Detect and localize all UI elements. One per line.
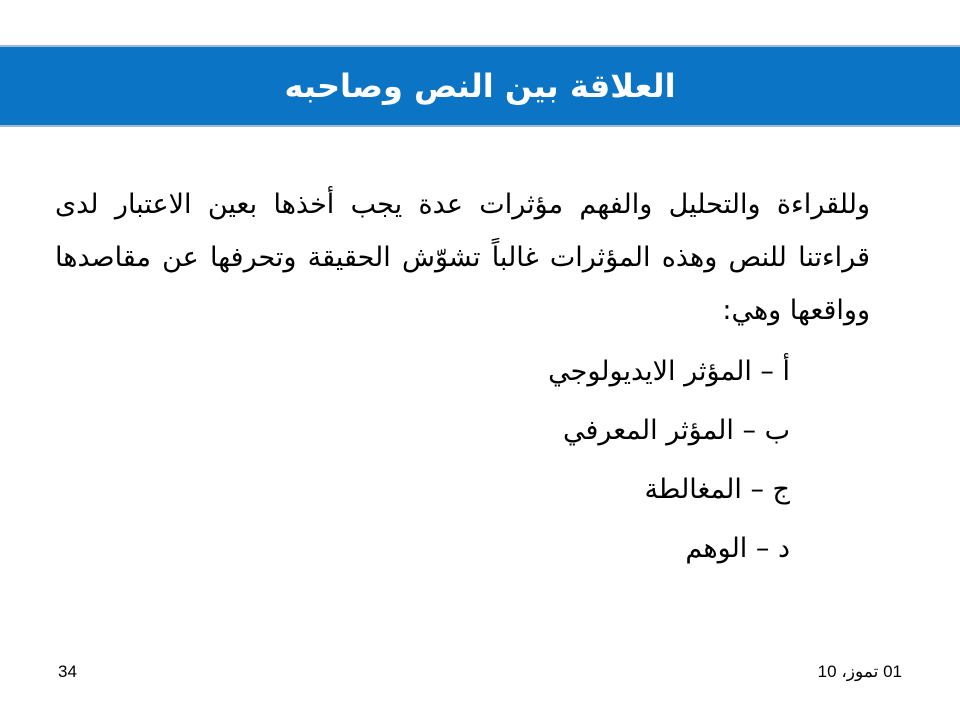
list-item: ج – المغالطة bbox=[644, 474, 790, 505]
slide-number: 34 bbox=[58, 662, 77, 681]
list-item: أ – المؤثر الايديولوجي bbox=[548, 356, 790, 387]
body-paragraph: وللقراءة والتحليل والفهم مؤثرات عدة يجب أخذها بعين الاعتبار لدى قراءتنا للنص وهذه المؤثرات غالباً تشوّش الحقيقة وتحرفها عن مقاصدها وواقعها وهي: bbox=[55, 189, 870, 326]
slide-title-bar bbox=[0, 45, 960, 127]
list-item: د – الوهم bbox=[685, 533, 790, 564]
list-item: ب – المؤثر المعرفي bbox=[562, 415, 790, 446]
slide-title: العلاقة بين النص وصاحبه bbox=[284, 67, 676, 105]
influences-list bbox=[290, 342, 790, 578]
slide-date: 01 تموز، 10 bbox=[817, 662, 902, 681]
